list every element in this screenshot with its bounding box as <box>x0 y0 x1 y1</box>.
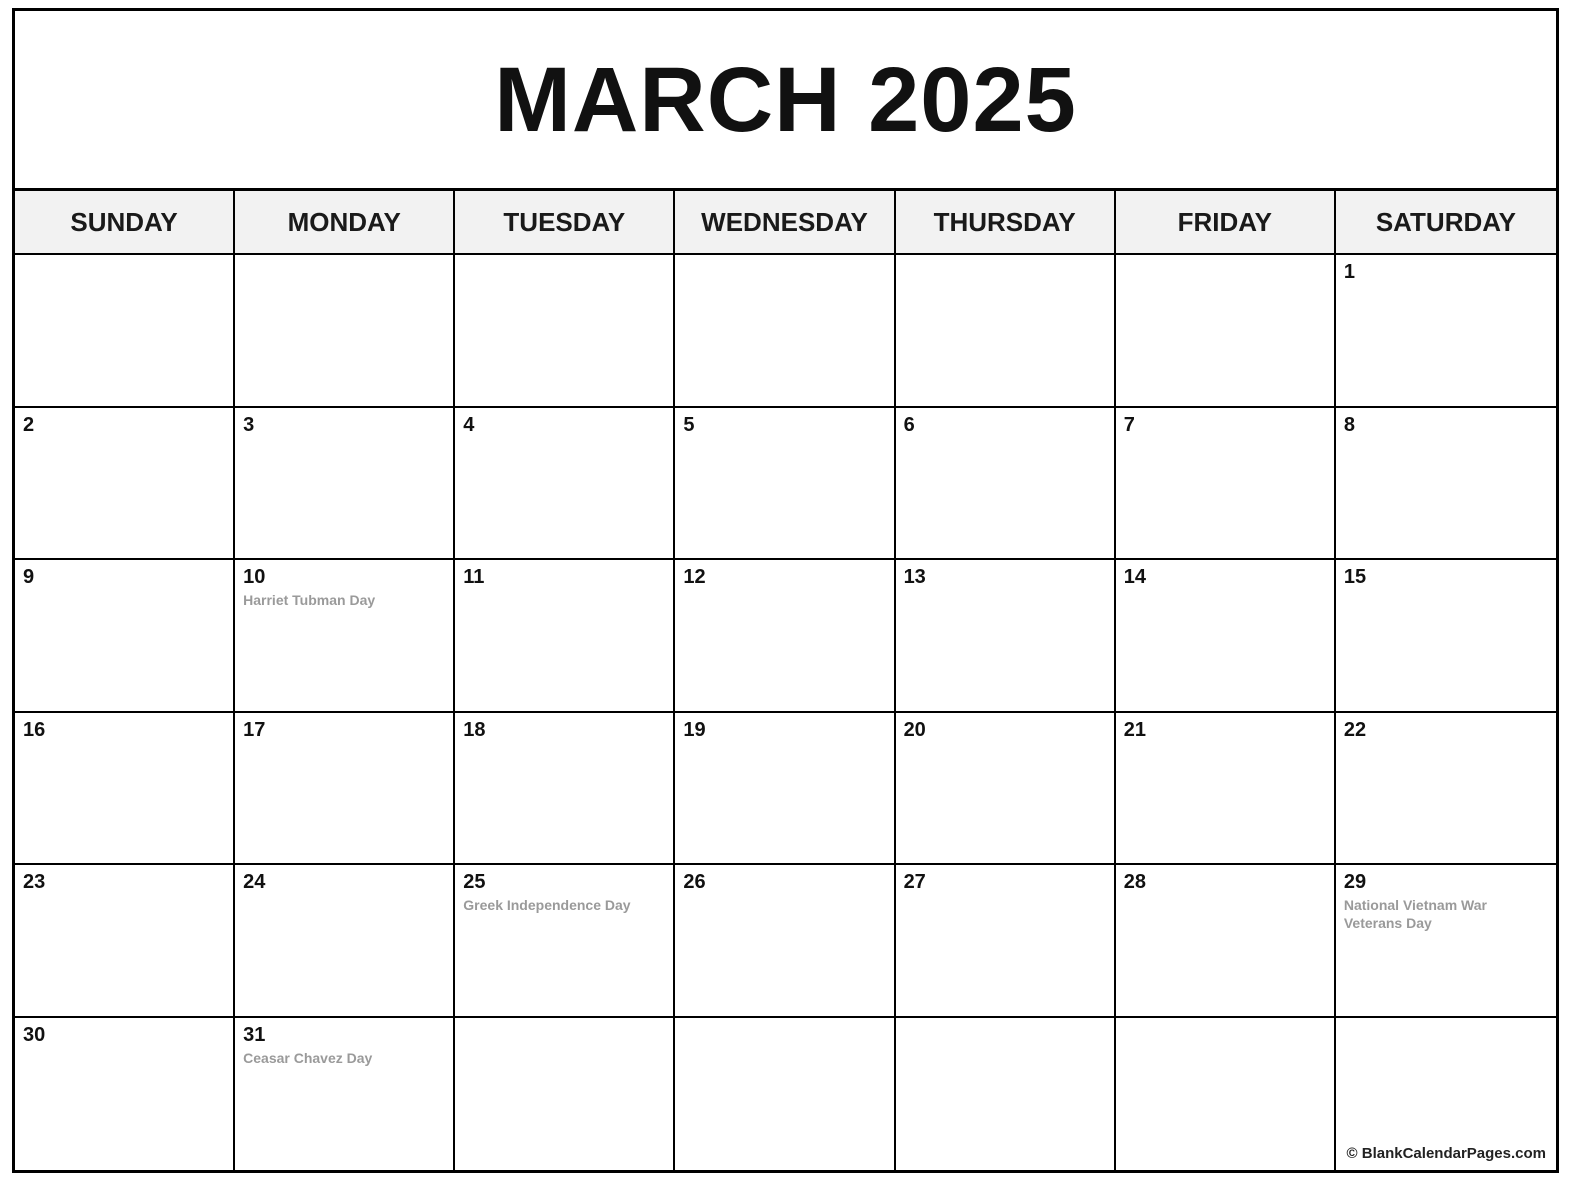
day-number: 7 <box>1123 413 1135 436</box>
day-event: National Vietnam War Veterans Day <box>1343 897 1487 931</box>
day-cell[interactable] <box>896 408 1116 561</box>
day-cell[interactable] <box>1336 560 1556 713</box>
day-cell[interactable] <box>675 255 895 408</box>
day-number: 20 <box>903 718 926 741</box>
day-cell[interactable] <box>675 408 895 561</box>
weekday-tuesday: TUESDAY <box>455 191 675 253</box>
day-number: 1 <box>1343 261 1355 283</box>
weekday-saturday: SATURDAY <box>1336 191 1556 253</box>
day-cell[interactable] <box>455 560 675 713</box>
day-number: 8 <box>1343 413 1355 436</box>
day-cell[interactable] <box>455 865 675 1018</box>
day-cell[interactable] <box>675 865 895 1018</box>
day-number: 21 <box>1123 718 1146 741</box>
page-title: MARCH 2025 <box>494 48 1077 151</box>
weekday-friday: FRIDAY <box>1116 191 1336 253</box>
day-event: Ceasar Chavez Day <box>243 1049 373 1066</box>
day-cell[interactable] <box>455 408 675 561</box>
day-cell[interactable] <box>15 713 235 866</box>
weekday-header-row <box>15 191 1556 255</box>
day-cell[interactable] <box>675 1018 895 1171</box>
day-cell[interactable] <box>1116 560 1336 713</box>
calendar <box>12 8 1559 1173</box>
day-cell[interactable] <box>15 560 235 713</box>
day-cell[interactable] <box>235 408 455 561</box>
day-event: Greek Independence Day <box>463 897 631 913</box>
day-cell[interactable] <box>235 865 455 1018</box>
day-cell[interactable] <box>896 1018 1116 1171</box>
day-cell[interactable] <box>1116 408 1336 561</box>
day-cell[interactable] <box>235 713 455 866</box>
day-cell[interactable] <box>235 560 455 713</box>
weekday-thursday: THURSDAY <box>896 191 1116 253</box>
day-cell[interactable] <box>15 1018 235 1171</box>
day-cell[interactable] <box>896 713 1116 866</box>
day-number: 4 <box>463 413 475 436</box>
day-number: 17 <box>243 718 266 741</box>
day-number: 10 <box>243 566 266 588</box>
day-cell[interactable] <box>1116 713 1336 866</box>
day-cell[interactable] <box>15 865 235 1018</box>
day-number: 5 <box>683 413 695 436</box>
day-number: 15 <box>1343 566 1367 588</box>
day-number: 19 <box>683 718 706 741</box>
day-cell[interactable] <box>15 408 235 561</box>
day-number: 6 <box>903 413 915 436</box>
day-number: 2 <box>23 413 35 436</box>
day-cell[interactable] <box>675 560 895 713</box>
calendar-title-bar <box>15 11 1556 191</box>
day-number: 31 <box>243 1023 266 1046</box>
day-cell[interactable] <box>1336 713 1556 866</box>
day-number: 27 <box>903 871 926 893</box>
day-number: 30 <box>23 1023 46 1046</box>
day-number: 11 <box>463 566 485 588</box>
day-cell[interactable] <box>1116 1018 1336 1171</box>
weekday-wednesday: WEDNESDAY <box>675 191 895 253</box>
site-credit: © BlankCalendarPages.com <box>1346 1145 1546 1162</box>
day-number: 25 <box>463 871 486 893</box>
day-cell[interactable] <box>455 713 675 866</box>
day-number: 28 <box>1123 871 1146 893</box>
weekday-sunday: SUNDAY <box>15 191 235 253</box>
day-number: 29 <box>1343 871 1367 893</box>
day-cell[interactable] <box>1336 408 1556 561</box>
day-cell[interactable] <box>15 255 235 408</box>
day-number: 12 <box>683 566 706 588</box>
day-number: 18 <box>463 718 486 741</box>
day-cell[interactable] <box>235 1018 455 1171</box>
day-number: 16 <box>23 718 46 741</box>
day-cell[interactable] <box>1116 865 1336 1018</box>
day-cell[interactable] <box>1336 255 1556 408</box>
day-number: 26 <box>683 871 706 893</box>
weekday-monday: MONDAY <box>235 191 455 253</box>
day-cell[interactable] <box>455 255 675 408</box>
day-cell[interactable] <box>896 255 1116 408</box>
day-cell[interactable] <box>235 255 455 408</box>
day-number: 22 <box>1343 718 1367 741</box>
day-cell[interactable] <box>455 1018 675 1171</box>
day-event: Harriet Tubman Day <box>243 592 376 608</box>
day-cell[interactable] <box>1336 865 1556 1018</box>
day-cell[interactable] <box>896 865 1116 1018</box>
day-number: 14 <box>1123 566 1146 588</box>
day-number: 23 <box>23 871 46 893</box>
day-number: 3 <box>243 413 255 436</box>
day-cell[interactable] <box>1116 255 1336 408</box>
calendar-grid <box>15 255 1556 1170</box>
day-cell[interactable] <box>675 713 895 866</box>
day-number: 13 <box>903 566 926 588</box>
day-cell[interactable] <box>896 560 1116 713</box>
day-number: 9 <box>23 566 35 588</box>
day-number: 24 <box>243 871 266 893</box>
